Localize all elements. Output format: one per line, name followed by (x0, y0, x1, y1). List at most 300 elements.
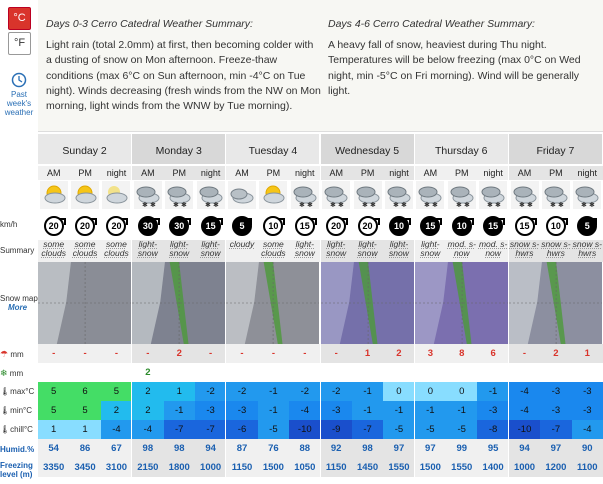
wind-arrow-icon: 20 (106, 216, 126, 236)
time-of-day: AM (509, 166, 540, 180)
summary-cell: snow s- hwrs (540, 240, 571, 262)
time-of-day: PM (164, 166, 195, 180)
rain-cell: - (38, 344, 69, 363)
light-snow-icon (197, 181, 225, 209)
time-of-day: AM (321, 166, 352, 180)
past-line1: Past (10, 90, 27, 99)
min-temp-cell: -1 (258, 401, 289, 420)
svg-text:✱: ✱ (338, 202, 345, 209)
wind-arrow-icon: 15 (483, 216, 503, 236)
rain-cell: 6 (477, 344, 508, 363)
snowmap-more-link[interactable]: More (8, 303, 28, 312)
snow-map-row (38, 262, 603, 344)
freezing-level-cell: 3450 (69, 458, 100, 477)
chill-cell: -5 (258, 420, 289, 439)
clock-icon (11, 72, 27, 88)
wind-cell (101, 212, 132, 240)
weather-cell (415, 180, 446, 210)
snow-showers-icon (542, 181, 570, 209)
snow-cell (477, 363, 508, 382)
snow-cell (101, 363, 132, 382)
freezing-level-cell: 1500 (258, 458, 289, 477)
summary-cell: mod. s- now (477, 240, 508, 262)
sun-cloud-icon (259, 181, 287, 209)
thermometer-icon: 🌡 (0, 425, 11, 434)
thermometer-icon: 🌡 (0, 406, 11, 415)
fahrenheit-button[interactable]: °F (8, 32, 31, 55)
max-temp-cell: -1 (258, 382, 289, 401)
day-header: Monday 3 (132, 134, 226, 164)
snow-cell (352, 363, 383, 382)
time-of-day: PM (258, 166, 289, 180)
map-terrain (415, 262, 509, 344)
summary-title: Days 0-3 Cerro Catedral Weather Summary: (46, 18, 253, 30)
summary-cell: light- snow (132, 240, 163, 262)
freezing-level-cell: 1550 (383, 458, 414, 477)
partly-cloudy-icon (40, 181, 68, 209)
max-temp-cell: -2 (321, 382, 352, 401)
max-temp-cell: -3 (572, 382, 603, 401)
chill-cell: -4 (101, 420, 132, 439)
wind-arrow-icon: 10 (546, 216, 566, 236)
weather-cell (38, 180, 69, 210)
summary-days-0-3 (46, 17, 322, 114)
summary-cell: snow s- hwrs (509, 240, 540, 262)
summary-cell: light- snow (352, 240, 383, 262)
time-of-day: night (383, 166, 414, 180)
freezing-level-cell: 1450 (352, 458, 383, 477)
time-of-day: PM (540, 166, 571, 180)
wind-cell (477, 212, 508, 240)
light-snow-icon (416, 181, 444, 209)
humidity-cell: 98 (164, 439, 195, 458)
weather-cell (321, 180, 352, 210)
humidity-cell: 98 (132, 439, 163, 458)
max-temp-cell: -1 (352, 382, 383, 401)
rain-cell: - (509, 344, 540, 363)
wind-arrow-icon: 20 (358, 216, 378, 236)
freezing-level-cell: 1050 (289, 458, 320, 477)
freezing-level-cell: 1100 (572, 458, 603, 477)
freezing-level-cell: 1150 (321, 458, 352, 477)
max-temp-cell: 5 (101, 382, 132, 401)
snow-cell (415, 363, 446, 382)
max-temp-cell: 5 (38, 382, 69, 401)
thermometer-icon: 🌡 (0, 387, 11, 396)
chill-cell: -5 (383, 420, 414, 439)
chill-cell: -10 (509, 420, 540, 439)
day-header: Friday 7 (509, 134, 603, 164)
wind-arrow-icon: 15 (420, 216, 440, 236)
day-separator (225, 132, 226, 484)
snow-map-thumbnail[interactable] (226, 262, 320, 344)
chill-cell: -4 (572, 420, 603, 439)
wind-cell (352, 212, 383, 240)
wind-cell (540, 212, 571, 240)
humidity-cell: 67 (101, 439, 132, 458)
svg-text:✱: ✱ (149, 202, 156, 209)
wind-arrow-icon: 10 (452, 216, 472, 236)
wind-cell (572, 212, 603, 240)
time-of-day: PM (69, 166, 100, 180)
summary-cell: some clouds (69, 240, 100, 262)
wind-cell (383, 212, 414, 240)
wind-arrow-icon: 20 (75, 216, 95, 236)
min-temp-cell: -4 (509, 401, 540, 420)
rain-cell: - (226, 344, 257, 363)
snow-label: ❄ mm (0, 368, 24, 378)
freezing-level-cell: 3350 (38, 458, 69, 477)
freezing-level-cell: 1400 (477, 458, 508, 477)
light-snow-icon (322, 181, 350, 209)
wind-cell (415, 212, 446, 240)
humidity-cell: 94 (509, 439, 540, 458)
svg-text:✱: ✱ (400, 202, 407, 209)
wind-cell (164, 212, 195, 240)
summary-cell: light- snow (289, 240, 320, 262)
snow-showers-icon (511, 181, 539, 209)
snow-map-thumbnail[interactable] (132, 262, 226, 344)
day-separator (508, 132, 509, 484)
wind-label: km/h (0, 220, 18, 229)
chill-cell: -10 (289, 420, 320, 439)
wind-cell (195, 212, 226, 240)
summary-cell: light- snow (164, 240, 195, 262)
day-header: Tuesday 4 (226, 134, 320, 164)
wind-cell (289, 212, 320, 240)
map-terrain (38, 262, 132, 344)
humidity-cell: 97 (540, 439, 571, 458)
freezing-level-cell: 1000 (195, 458, 226, 477)
humidity-cell: 97 (415, 439, 446, 458)
snowmap-label: Snow map (0, 294, 38, 303)
max-temp-cell: -4 (509, 382, 540, 401)
max-temp-cell: -2 (289, 382, 320, 401)
map-terrain (226, 262, 320, 344)
snow-cell (540, 363, 571, 382)
weather-cell (540, 180, 571, 210)
wind-arrow-icon: 15 (201, 216, 221, 236)
summary-text: Light rain (total 2.0mm) at first, then becoming colder with a dusting of snow on Mon afternoon. Freeze-thaw conditions (max 6°C on Sun afternoon, min -4°C on Tue night). Winds decreasing (fresh winds from the NW on Mon morning, light winds from the WNW by Tue morning). (46, 39, 321, 113)
snow-cell (258, 363, 289, 382)
weather-cell (446, 180, 477, 210)
freeze-label: Freezing level (m) (0, 461, 33, 479)
summary-cell: some clouds (38, 240, 69, 262)
wind-cell (321, 212, 352, 240)
chill-cell: -7 (540, 420, 571, 439)
forecast-grid (38, 132, 603, 484)
wind-arrow-icon: 30 (138, 216, 158, 236)
svg-text:✱: ✱ (181, 202, 188, 209)
map-terrain (132, 262, 226, 344)
max-temp-cell: -3 (540, 382, 571, 401)
wind-arrow-icon: 10 (263, 216, 283, 236)
humidity-cell: 54 (38, 439, 69, 458)
summary-cell: some clouds (258, 240, 289, 262)
freezing-level-cell: 1200 (540, 458, 571, 477)
wind-cell (258, 212, 289, 240)
chill-cell: -7 (352, 420, 383, 439)
summary-cell: mod. s- now (446, 240, 477, 262)
max-temp-cell: 0 (446, 382, 477, 401)
max-temp-cell: 0 (415, 382, 446, 401)
humidity-cell: 86 (69, 439, 100, 458)
sun-cloud-icon (71, 181, 99, 209)
chill-cell: -8 (477, 420, 508, 439)
chill-cell: -5 (415, 420, 446, 439)
past-line3: weather (4, 108, 34, 117)
wind-cell (226, 212, 257, 240)
moon-cloud-icon (102, 181, 130, 209)
min-temp-cell: 2 (132, 401, 163, 420)
svg-text:✱: ✱ (557, 202, 564, 209)
snow-map-thumbnail[interactable] (415, 262, 509, 344)
snow-cell (383, 363, 414, 382)
rain-cell: 8 (446, 344, 477, 363)
svg-text:✱: ✱ (392, 202, 399, 209)
row-labels (0, 132, 38, 484)
svg-text:✱: ✱ (549, 202, 556, 209)
max-temp-cell: 6 (69, 382, 100, 401)
svg-text:✱: ✱ (204, 202, 211, 209)
light-snow-icon (385, 181, 413, 209)
snow-cell (509, 363, 540, 382)
snow-cell (321, 363, 352, 382)
humidity-cell: 92 (321, 439, 352, 458)
chill-cell: -4 (132, 420, 163, 439)
svg-text:✱: ✱ (361, 202, 368, 209)
time-of-day: PM (352, 166, 383, 180)
min-temp-cell: -3 (321, 401, 352, 420)
snow-cell (572, 363, 603, 382)
svg-text:✱: ✱ (589, 202, 596, 209)
freezing-level-cell: 3100 (101, 458, 132, 477)
time-of-day: night (195, 166, 226, 180)
snow-cell (38, 363, 69, 382)
snow-showers-icon (573, 181, 601, 209)
svg-text:✱: ✱ (306, 202, 313, 209)
wind-arrow-icon: 20 (44, 216, 64, 236)
mod-snow-icon (448, 181, 476, 209)
weather-cell (258, 180, 289, 210)
humidity-cell: 90 (572, 439, 603, 458)
min-temp-cell: 5 (38, 401, 69, 420)
freezing-level-cell: 1550 (446, 458, 477, 477)
min-temp-cell: -1 (383, 401, 414, 420)
min-temp-cell: -1 (446, 401, 477, 420)
min-temp-cell: -1 (415, 401, 446, 420)
rain-cell: 2 (383, 344, 414, 363)
min-temp-cell: -3 (477, 401, 508, 420)
svg-text:✱: ✱ (212, 202, 219, 209)
wind-arrow-icon: 15 (295, 216, 315, 236)
max-temp-cell: 2 (132, 382, 163, 401)
summary-label: Summary (0, 246, 35, 255)
light-snow-icon (134, 181, 162, 209)
rain-cell: - (195, 344, 226, 363)
map-terrain (509, 262, 603, 344)
weather-cell (195, 180, 226, 210)
rain-cell: - (101, 344, 132, 363)
time-of-day: PM (446, 166, 477, 180)
humidity-cell: 94 (195, 439, 226, 458)
svg-text:✱: ✱ (141, 202, 148, 209)
rain-cell: 2 (540, 344, 571, 363)
svg-text:✱: ✱ (495, 202, 501, 209)
day-header: Sunday 2 (38, 134, 132, 164)
rain-cell: - (258, 344, 289, 363)
wind-cell (38, 212, 69, 240)
wind-cell (509, 212, 540, 240)
summary-days-4-6 (328, 17, 598, 99)
svg-text:✱: ✱ (518, 202, 525, 209)
rain-cell: - (69, 344, 100, 363)
freezing-level-cell: 2150 (132, 458, 163, 477)
chill-cell: -7 (164, 420, 195, 439)
summary-cell: some clouds (101, 240, 132, 262)
mod-snow-icon (479, 181, 507, 209)
min-temp-cell: -3 (572, 401, 603, 420)
humidity-cell: 87 (226, 439, 257, 458)
summary-text: A heavy fall of snow, heaviest during Thu night. Temperatures will be below freezing (max 0°C on Wed night, min -5°C on Fri morning). Wind will be generally light. (328, 39, 581, 97)
svg-text:✱: ✱ (455, 202, 462, 209)
summary-cell: light- snow (195, 240, 226, 262)
min-temp-cell: -3 (195, 401, 226, 420)
rain-cell: - (132, 344, 163, 363)
rain-cell: - (289, 344, 320, 363)
time-of-day: AM (226, 166, 257, 180)
past-weather-link[interactable] (0, 72, 38, 117)
summary-cell: snow s- hwrs (572, 240, 603, 262)
summary-title: Days 4-6 Cerro Catedral Weather Summary: (328, 18, 535, 30)
max-temp-cell: 0 (383, 382, 414, 401)
summary-cell: light- snow (321, 240, 352, 262)
max-label: 🌡max°C (0, 387, 35, 396)
max-temp-cell: -2 (226, 382, 257, 401)
wind-arrow-icon: 20 (326, 216, 346, 236)
day-header: Wednesday 5 (321, 134, 415, 164)
day-separator (131, 132, 132, 484)
celsius-button[interactable]: °C (8, 7, 31, 30)
chill-cell: 1 (69, 420, 100, 439)
wind-cell (132, 212, 163, 240)
cloudy-icon (228, 181, 256, 209)
snow-map-thumbnail[interactable] (38, 262, 132, 344)
chill-cell: -5 (446, 420, 477, 439)
weather-cell (226, 180, 257, 210)
time-of-day: night (289, 166, 320, 180)
weather-cell (383, 180, 414, 210)
freezing-level-cell: 1150 (226, 458, 257, 477)
snow-cell: 2 (132, 363, 163, 382)
min-temp-cell: -3 (540, 401, 571, 420)
wind-arrow-icon: 30 (169, 216, 189, 236)
map-terrain (321, 262, 415, 344)
rain-cell: 1 (572, 344, 603, 363)
rain-cell: - (321, 344, 352, 363)
time-of-day: night (572, 166, 603, 180)
svg-text:✱: ✱ (526, 202, 533, 209)
svg-text:✱: ✱ (330, 202, 337, 209)
day-header: Thursday 6 (415, 134, 509, 164)
humidity-cell: 97 (383, 439, 414, 458)
snow-cell (226, 363, 257, 382)
snowflake-icon: ❄ (0, 368, 8, 378)
svg-text:✱: ✱ (369, 202, 376, 209)
rain-cell: 1 (352, 344, 383, 363)
wind-cell (446, 212, 477, 240)
svg-text:✱: ✱ (173, 202, 180, 209)
snow-cell (446, 363, 477, 382)
snow-cell (195, 363, 226, 382)
chill-label: 🌡chill°C (0, 425, 33, 434)
humid-label: Humid.% (0, 445, 35, 454)
summary-cell: light- snow (383, 240, 414, 262)
time-of-day: AM (38, 166, 69, 180)
weather-cell (132, 180, 163, 210)
summary-cell: light- snow (415, 240, 446, 262)
freezing-level-cell: 1000 (509, 458, 540, 477)
weather-cell (289, 180, 320, 210)
snow-cell (164, 363, 195, 382)
humidity-cell: 95 (477, 439, 508, 458)
weather-cell (101, 180, 132, 210)
humidity-cell: 76 (258, 439, 289, 458)
rain-cell: 2 (164, 344, 195, 363)
weather-cell (572, 180, 603, 210)
humidity-cell: 88 (289, 439, 320, 458)
snow-cell (69, 363, 100, 382)
rain-icon: ☂ (0, 349, 9, 359)
past-line2: week's (6, 99, 32, 108)
weather-cell (69, 180, 100, 210)
light-snow-icon (354, 181, 382, 209)
weather-summary (38, 0, 603, 132)
snow-map-thumbnail[interactable] (321, 262, 415, 344)
min-temp-cell: 5 (69, 401, 100, 420)
freezing-level-cell: 1800 (164, 458, 195, 477)
max-temp-cell: 1 (164, 382, 195, 401)
svg-text:✱: ✱ (581, 202, 588, 209)
svg-text:✱: ✱ (487, 202, 493, 209)
min-temp-cell: -1 (164, 401, 195, 420)
wind-arrow-icon: 5 (577, 216, 597, 236)
chill-cell: 1 (38, 420, 69, 439)
chill-cell: -6 (226, 420, 257, 439)
weather-cell (509, 180, 540, 210)
snow-map-thumbnail[interactable] (509, 262, 603, 344)
min-label: 🌡min°C (0, 406, 33, 415)
svg-text:✱: ✱ (298, 202, 305, 209)
wind-cell (69, 212, 100, 240)
wind-arrow-icon: 5 (232, 216, 252, 236)
light-snow-icon (165, 181, 193, 209)
rain-label: ☂ mm (0, 349, 24, 359)
svg-text:✱: ✱ (463, 202, 470, 209)
humidity-cell: 98 (352, 439, 383, 458)
weather-cell (477, 180, 508, 210)
light-snow-icon (291, 181, 319, 209)
min-temp-cell: -3 (226, 401, 257, 420)
chill-cell: -7 (195, 420, 226, 439)
max-temp-cell: -2 (195, 382, 226, 401)
summary-cell: cloudy (226, 240, 257, 262)
humidity-cell: 99 (446, 439, 477, 458)
svg-text:✱: ✱ (424, 202, 431, 209)
min-temp-cell: -1 (352, 401, 383, 420)
time-of-day: night (477, 166, 508, 180)
day-separator (320, 132, 321, 484)
